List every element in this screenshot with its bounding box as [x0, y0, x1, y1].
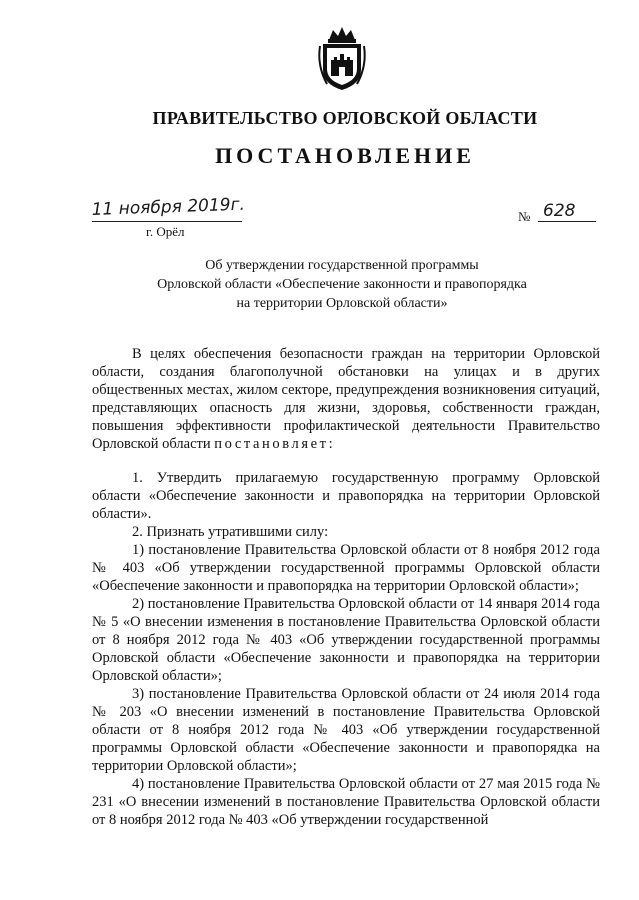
subclause-paragraph: 3) постановление Правительства Орловской области от 24 июля 2014 года № 203 «О внесении изменений в постановление Правительства Орловской области от 8 ноября 2012 года № 403 «Об утверждении государственной программы Орловской области «Обеспечение законности и правопорядка на территории Орловской области»;: [92, 686, 600, 774]
subject-line: Орловской области «Обеспечение законности и правопорядка: [157, 277, 527, 292]
subject-line: Об утверждении государственной программы: [205, 258, 479, 273]
number-label: №: [518, 209, 531, 224]
clause-paragraph: 2. Признать утратившими силу:: [132, 524, 329, 540]
document-body: [92, 345, 600, 829]
document-type-title: ПОСТАНОВЛЕНИЕ: [215, 143, 475, 168]
resolves-word: постановляет:: [214, 436, 336, 452]
handwritten-date: 11 ноября 2019г.: [91, 194, 246, 220]
document-subject: [92, 256, 592, 313]
number-underline: [538, 221, 596, 222]
clause-paragraph: 1. Утвердить прилагаемую государственную программу Орловской области «Обеспечение законности и правопорядка на территории Орловской области».: [92, 470, 600, 522]
subclause-paragraph: 2) постановление Правительства Орловской области от 14 января 2014 года № 5 «О внесении изменения в постановление Правительства Орловской области от 8 ноября 2012 года № 403 «Об утверждении государственной программы Орловской области «Обеспечение законности и правопорядка на территории Орловской области»;: [92, 596, 600, 684]
coat-of-arms-emblem: [317, 26, 367, 92]
preamble-text: В целях обеспечения безопасности граждан на территории Орловской области, создания благополучной обстановки на улицах и в других общественных местах, жилом секторе, предупреждения возникновения ситуаций, представляющих опасность для жизни, здоровья, собственности граждан, повышения эффективности профилактической деятельности Правительство Орловской области: [92, 346, 600, 452]
handwritten-number: 628: [543, 201, 576, 221]
subclause-paragraph: 4) постановление Правительства Орловской области от 27 мая 2015 года № 231 «О внесении изменений в постановление Правительства Орловской области от 8 ноября 2012 года № 403 «Об утверждении государственной: [92, 776, 600, 828]
organization-title: ПРАВИТЕЛЬСТВО ОРЛОВСКОЙ ОБЛАСТИ: [152, 108, 538, 128]
subject-line: на территории Орловской области»: [236, 296, 448, 311]
preamble-paragraph: [92, 345, 600, 453]
city-label: г. Орёл: [146, 224, 185, 239]
date-underline: [92, 221, 242, 222]
subclause-paragraph: 1) постановление Правительства Орловской области от 8 ноября 2012 года № 403 «Об утверждении государственной программы Орловской области «Обеспечение законности и правопорядка на территории Орловской области»;: [92, 542, 600, 594]
